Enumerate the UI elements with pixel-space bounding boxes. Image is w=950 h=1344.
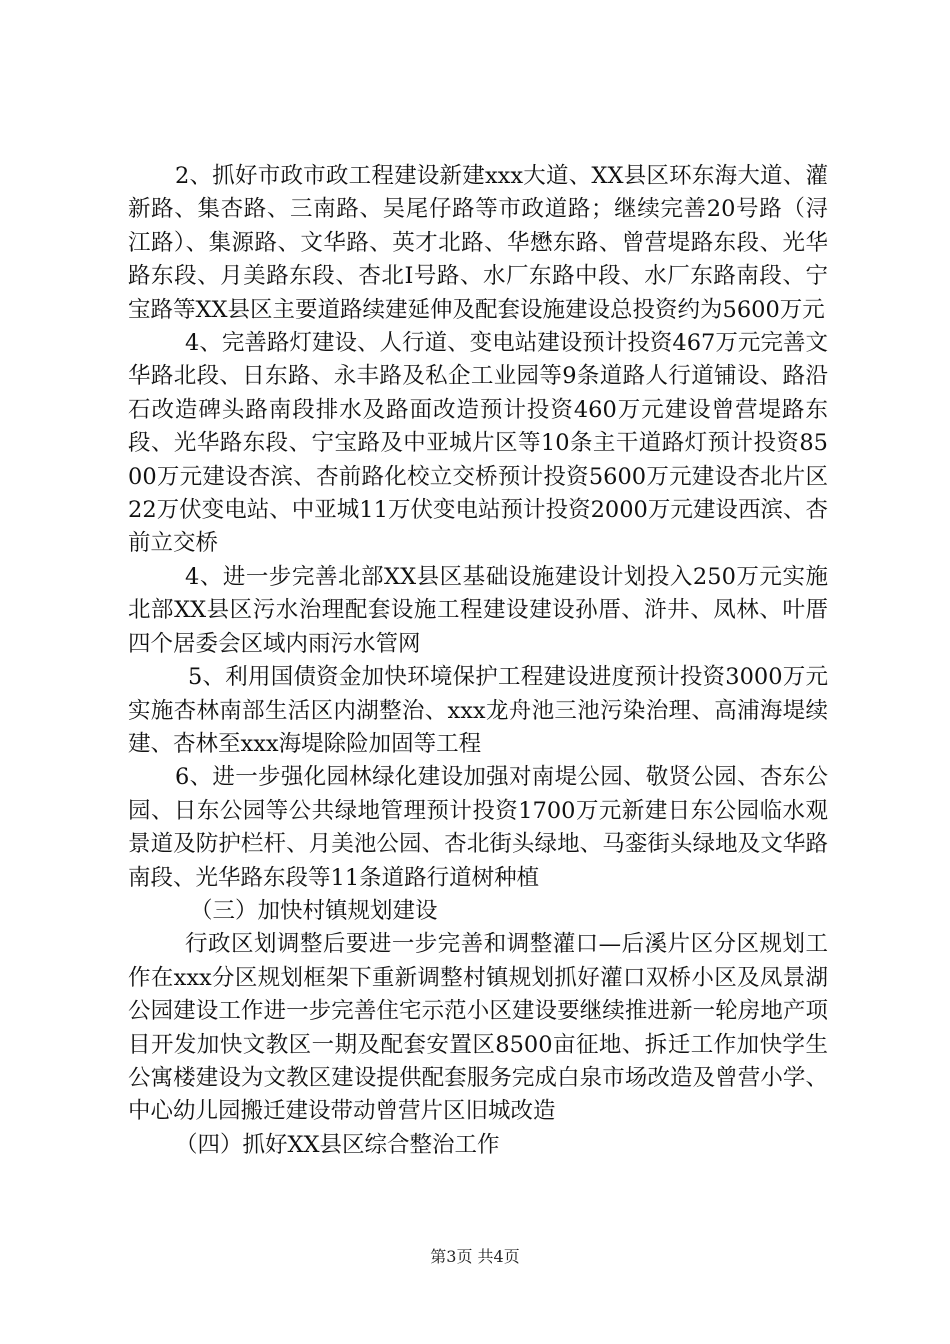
section-heading-3: （三）加快村镇规划建设 [190, 897, 438, 924]
paragraph-item-4-streetlight: 4、完善路灯建设、人行道、变电站建设预计投资467万元完善文华路北段、日东路、永丰路及私企工业园等9条道路人行道铺设、路沿石改造碑头路南段排水及路面改造预计投资460万元建设曾营堤路东段、光华路东段、宁宝路及中亚城片区等10条主干道路灯预计投资8500万元建设杏滨、杏前路化校立交桥预计投资5600万元建设杏北片区22万伏变电站、中亚城11万伏变电站预计投资2000万元建设西滨、杏前立交桥 [128, 330, 828, 557]
paragraph-item-2: 2、抓好市政市政工程建设新建xxx大道、XX县区环东海大道、灌新路、集杏路、三南路、吴尾仔路等市政道路；继续完善20号路（浔江路）、集源路、文华路、英才北路、华懋东路、曾营堤路东段、光华路东段、月美路东段、杏北Ⅰ号路、水厂东路中段、水厂东路南段、宁宝路等XX县区主要道路续建延伸及配套设施建设总投资约为5600万元 [128, 163, 828, 323]
page-footer: 第3页 共4页 [430, 1247, 520, 1266]
paragraph-item-5: 5、利用国债资金加快环境保护工程建设进度预计投资3000万元实施杏林南部生活区内湖整治、xxx龙舟池三池污染治理、高浦海堤续建、杏林至xxx海堤除险加固等工程 [128, 664, 828, 757]
paragraph-item-4-north: 4、进一步完善北部XX县区基础设施建设计划投入250万元实施北部XX县区污水治理配套设施工程建设建设孙厝、浒井、凤林、叶厝四个居委会区域内雨污水管网 [128, 563, 828, 657]
paragraph-village-planning: 行政区划调整后要进一步完善和调整灌口—后溪片区分区规划工作在xxx分区规划框架下重新调整村镇规划抓好灌口双桥小区及凤景湖公园建设工作进一步完善住宅示范小区建设要继续推进新一轮房地产项目开发加快文教区一期及配套安置区8500亩征地、拆迁工作加快学生公寓楼建设为文教区建设提供配套服务完成白泉市场改造及曾营小学、中心幼儿园搬迁建设带动曾营片区旧城改造 [128, 931, 828, 1125]
paragraph-item-6: 6、进一步强化园林绿化建设加强对南堤公园、敬贤公园、杏东公园、日东公园等公共绿地管理预计投资1700万元新建日东公园临水观景道及防护栏杆、月美池公园、杏北街头绿地、马銮街头绿地及文华路南段、光华路东段等11条道路行道树种植 [128, 764, 828, 891]
document-body [128, 160, 828, 1162]
section-heading-4: （四）抓好XX县区综合整治工作 [175, 1131, 500, 1158]
